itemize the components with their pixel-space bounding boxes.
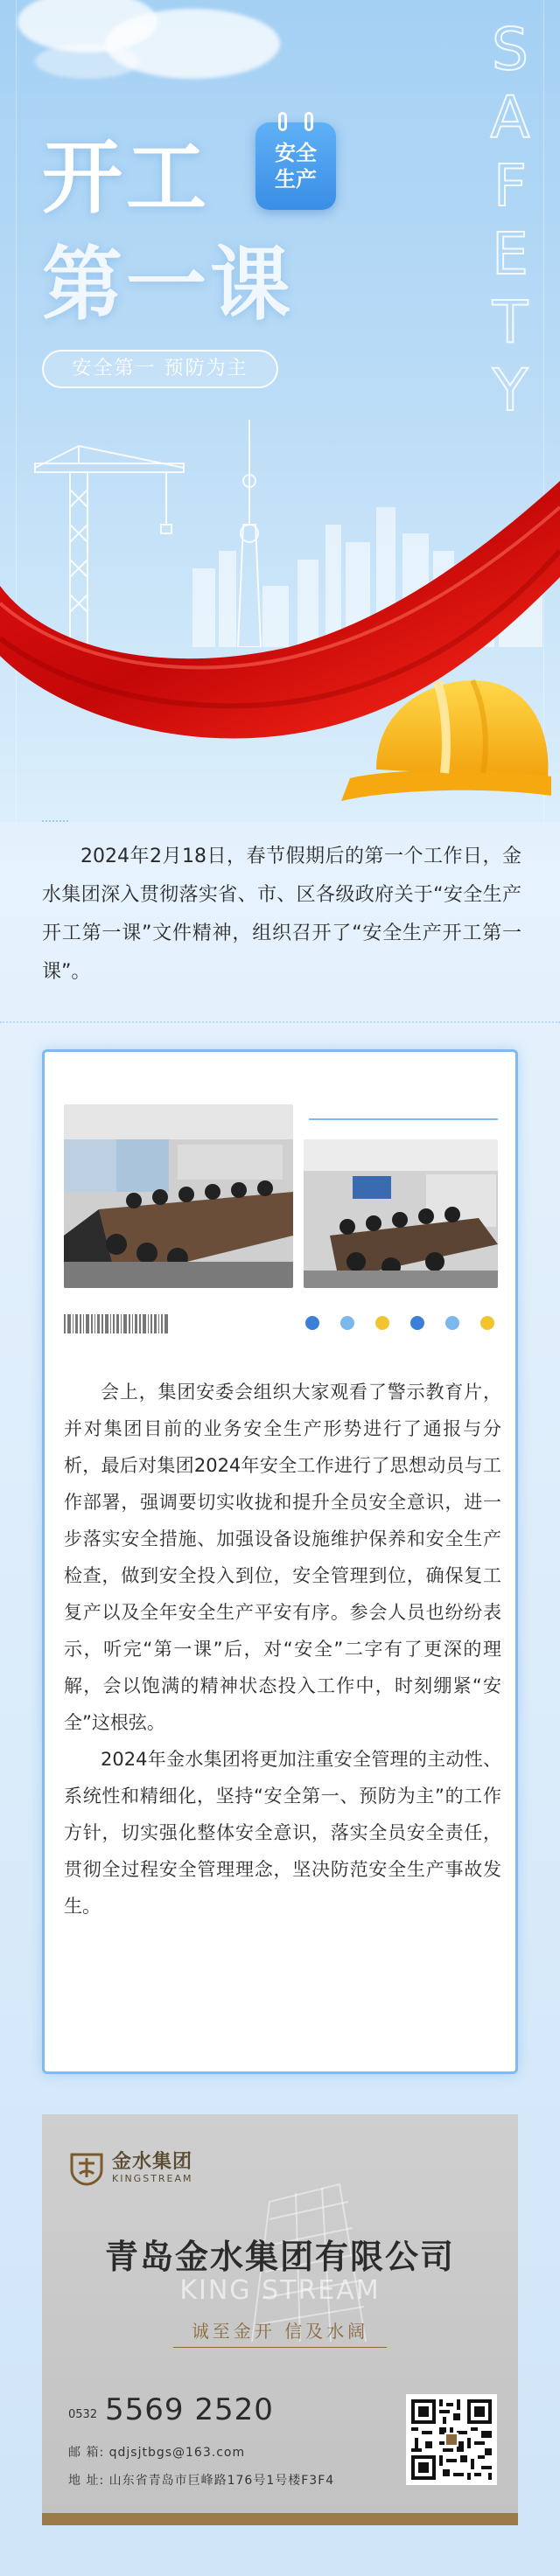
dot-icon xyxy=(340,1316,354,1330)
company-logo xyxy=(68,2149,193,2186)
company-footer xyxy=(42,2114,518,2525)
logo-cn-text: 金水集团 xyxy=(112,2150,193,2173)
article-paragraph: 会上，集团安委会组织大家观看了警示教育片，并对集团目前的业务安全生产形势进行了通报与分析，最后对集团2024年安全工作进行了思想动员与工作部署，强调要切实收拢和提升全员安全意识，进一步落实安全措施、加强设备设施维护保养和安全生产检查，做到安全投入到位，安全管理到位，确保复工复产以及全年安全生产平安有序。参会人员也纷纷表示，听完“第一课”后，对“安全”二字有了更深的理解，会以饱满的精神状态投入工作中，时刻绷紧“安全”这根弦。 xyxy=(64,1382,501,1733)
safety-letter: F xyxy=(494,152,527,219)
article-paragraph: 2024年金水集团将更加注重安全管理的主动性、系统性和精细化，坚持“安全第一、预防为主”的工作方针，切实强化整体安全意识，落实全员安全责任，贯彻全过程安全管理理念，坚决防范安全生产事故发生。 xyxy=(64,1749,501,1917)
divider xyxy=(42,820,68,822)
motto-underline xyxy=(173,2347,387,2348)
badge-ring-icon xyxy=(278,112,287,131)
dot-icon xyxy=(375,1316,389,1330)
safety-vertical-word xyxy=(480,16,541,425)
meeting-photo xyxy=(304,1139,498,1288)
company-motto: 诚至金开 信及水阔 xyxy=(191,2321,369,2342)
badge-line1: 安全 xyxy=(275,141,317,165)
logo-en-text: KINGSTREAM xyxy=(112,2172,193,2184)
safety-letter: A xyxy=(490,84,530,151)
badge-line2: 生产 xyxy=(275,167,317,191)
dot-icon xyxy=(305,1316,319,1330)
dot-icon xyxy=(445,1316,459,1330)
address-line: 地 址: 山东省青岛市巨峰路176号1号楼F3F4 xyxy=(68,2474,335,2488)
safety-letter: S xyxy=(492,16,528,83)
phone-number[interactable]: 5569 2520 xyxy=(105,2392,274,2427)
intro-paragraph xyxy=(42,838,522,992)
safety-letter: T xyxy=(492,289,528,356)
email-line[interactable]: 邮 箱: qdjsjtbgs@163.com xyxy=(68,2446,246,2460)
cloud-decoration xyxy=(35,44,140,79)
hero-banner xyxy=(0,0,560,822)
meeting-photo xyxy=(64,1104,293,1288)
article-card xyxy=(42,1049,518,2074)
article-body xyxy=(64,1374,501,1925)
qr-code-icon[interactable] xyxy=(406,2394,497,2485)
decorative-line xyxy=(309,1118,498,1120)
barcode-decoration xyxy=(64,1314,192,1333)
footer-accent-bar xyxy=(42,2513,518,2525)
safety-letter: Y xyxy=(492,357,528,424)
dot-icon xyxy=(410,1316,424,1330)
hero-title-line1: 开工 xyxy=(42,131,211,225)
color-dots-decoration xyxy=(305,1316,494,1330)
safety-letter: E xyxy=(492,220,528,288)
phone-area-code: 0532 xyxy=(68,2408,98,2421)
intro-text: 2024年2月18日，春节假期后的第一个工作日，金水集团深入贯彻落实省、市、区各级政府关于“安全生产开工第一课”文件精神，组织召开了“安全生产开工第一课”。 xyxy=(42,846,522,983)
hardhat-icon xyxy=(341,665,551,822)
kingstream-logo-icon xyxy=(68,2149,105,2186)
company-name: 青岛金水集团有限公司 xyxy=(104,2238,455,2276)
slogan-pill: 安全第一 预防为主 xyxy=(42,350,278,388)
badge-ring-icon xyxy=(304,112,313,131)
company-name-en: KING STREAM xyxy=(179,2275,381,2306)
safety-production-badge xyxy=(256,122,336,210)
divider xyxy=(0,1021,560,1023)
hero-title-line2: 第一课 xyxy=(42,238,295,331)
dot-icon xyxy=(480,1316,494,1330)
